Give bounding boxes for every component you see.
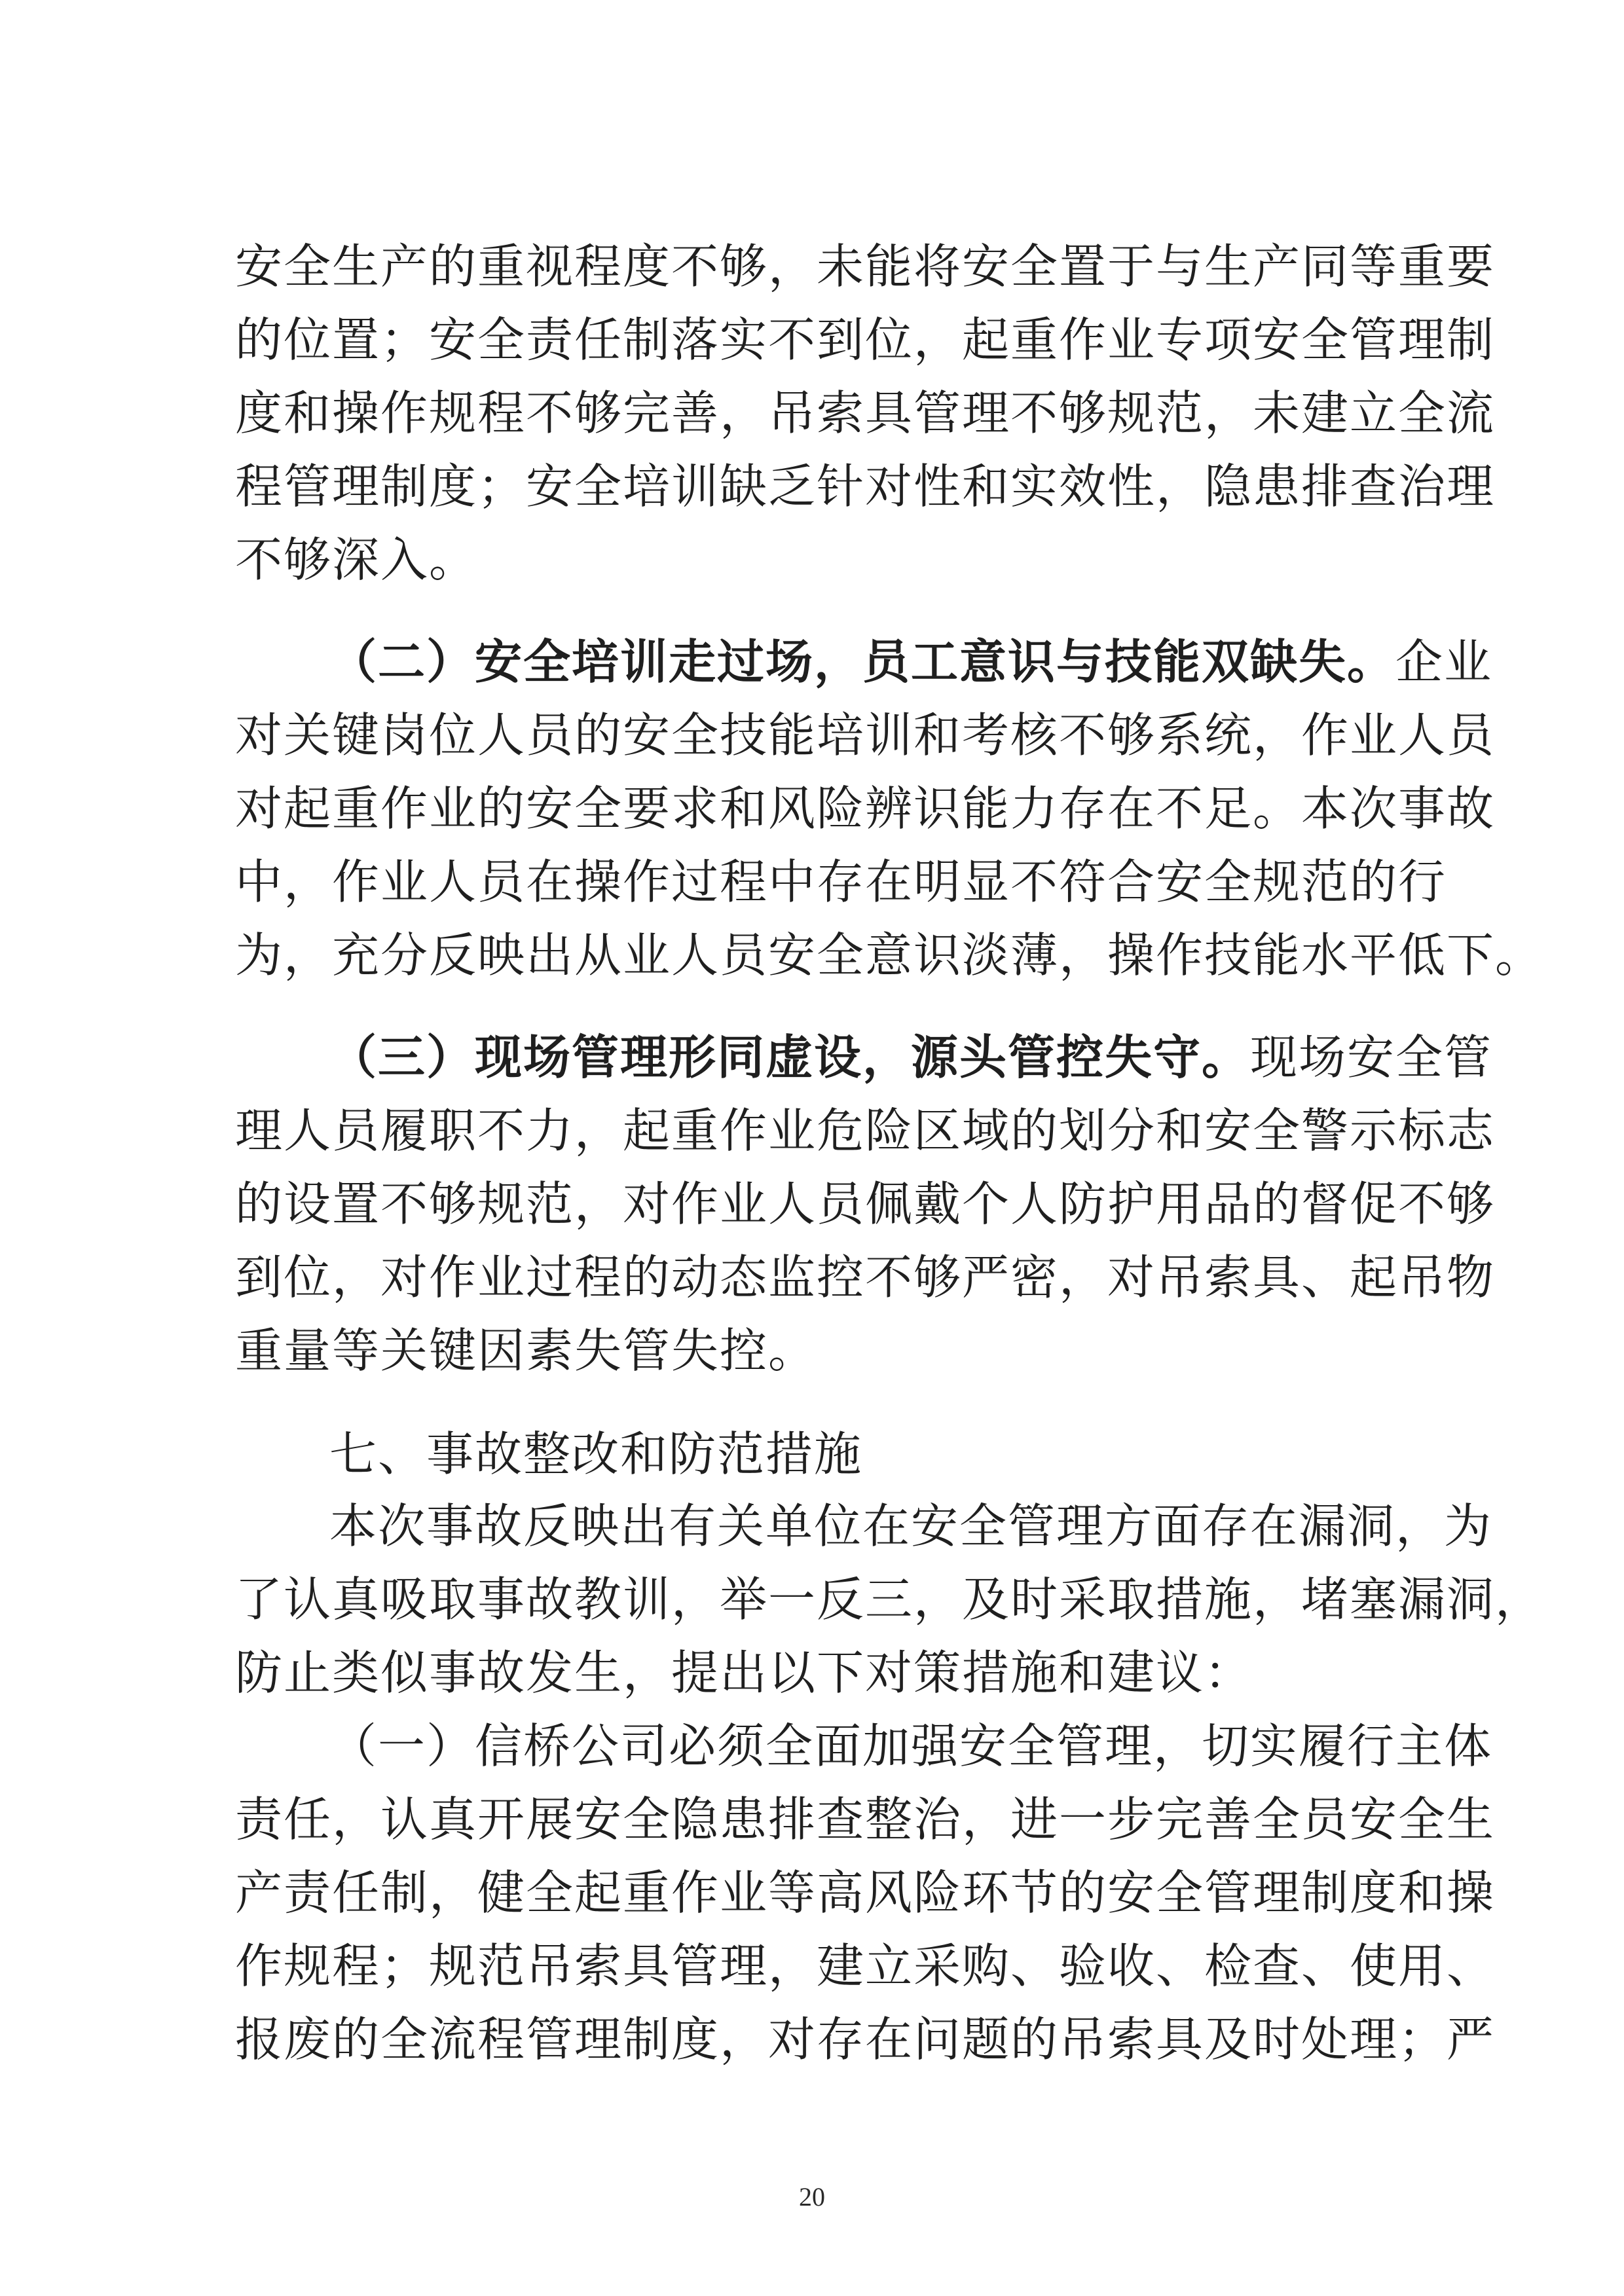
paragraph-line: 对关键岗位人员的安全技能培训和考核不够系统，作业人员 [235, 708, 1496, 763]
paragraph-line: 本次事故反映出有关单位在安全管理方面存在漏洞，为 [329, 1499, 1493, 1554]
paragraph-line: 为，充分反映出从业人员安全意识淡薄，操作技能水平低下。 [235, 928, 1544, 983]
paragraph-line: 了认真吸取事故教训，举一反三，及时采取措施，堵塞漏洞， [235, 1572, 1544, 1627]
paragraph-line: 安全生产的重视程度不够，未能将安全置于与生产同等重要 [235, 239, 1496, 294]
paragraph-line: 报废的全流程管理制度，对存在问题的吊索具及时处理；严 [235, 2012, 1496, 2067]
paragraph-line: （一）信桥公司必须全面加强安全管理，切实履行主体 [329, 1719, 1493, 1774]
section-heading: 七、事故整改和防范措施 [329, 1427, 863, 1482]
paragraph-line: 产责任制，健全起重作业等高风险环节的安全管理制度和操 [235, 1865, 1496, 1920]
subsection-heading: （三）现场管理形同虚设，源头管控失守。 [329, 1030, 1251, 1085]
paragraph-line: 中，作业人员在操作过程中存在明显不符合安全规范的行 [235, 854, 1447, 909]
paragraph-first-line [329, 1021, 1493, 1094]
paragraph-line: 责任，认真开展安全隐患排查整治，进一步完善全员安全生 [235, 1792, 1496, 1847]
paragraph-line: 不够深入。 [235, 532, 478, 587]
paragraph-line: 对起重作业的安全要求和风险辨识能力存在不足。本次事故 [235, 781, 1496, 836]
paragraph-line: 度和操作规程不够完善，吊索具管理不够规范，未建立全流 [235, 386, 1496, 441]
subsection-heading: （二）安全培训走过场，员工意识与技能双缺失。 [329, 634, 1396, 689]
paragraph-text: 现场安全管 [1250, 1030, 1493, 1085]
paragraph-line: 到位，对作业过程的动态监控不够严密，对吊索具、起吊物 [235, 1250, 1496, 1305]
paragraph-first-line [329, 625, 1493, 699]
paragraph-line: 理人员履职不力，起重作业危险区域的划分和安全警示标志 [235, 1103, 1496, 1158]
paragraph-line: 的设置不够规范，对作业人员佩戴个人防护用品的督促不够 [235, 1176, 1496, 1231]
paragraph-line: 重量等关键因素失管失控。 [235, 1323, 817, 1378]
paragraph-text: 企业 [1395, 634, 1493, 689]
paragraph-line: 程管理制度；安全培训缺乏针对性和实效性，隐患排查治理 [235, 459, 1496, 514]
page-number: 20 [799, 2182, 825, 2212]
paragraph-line: 的位置；安全责任制落实不到位，起重作业专项安全管理制 [235, 312, 1496, 367]
paragraph-line: 作规程；规范吊索具管理，建立采购、验收、检查、使用、 [235, 1939, 1496, 1994]
paragraph-line: 防止类似事故发生，提出以下对策措施和建议： [235, 1645, 1253, 1700]
